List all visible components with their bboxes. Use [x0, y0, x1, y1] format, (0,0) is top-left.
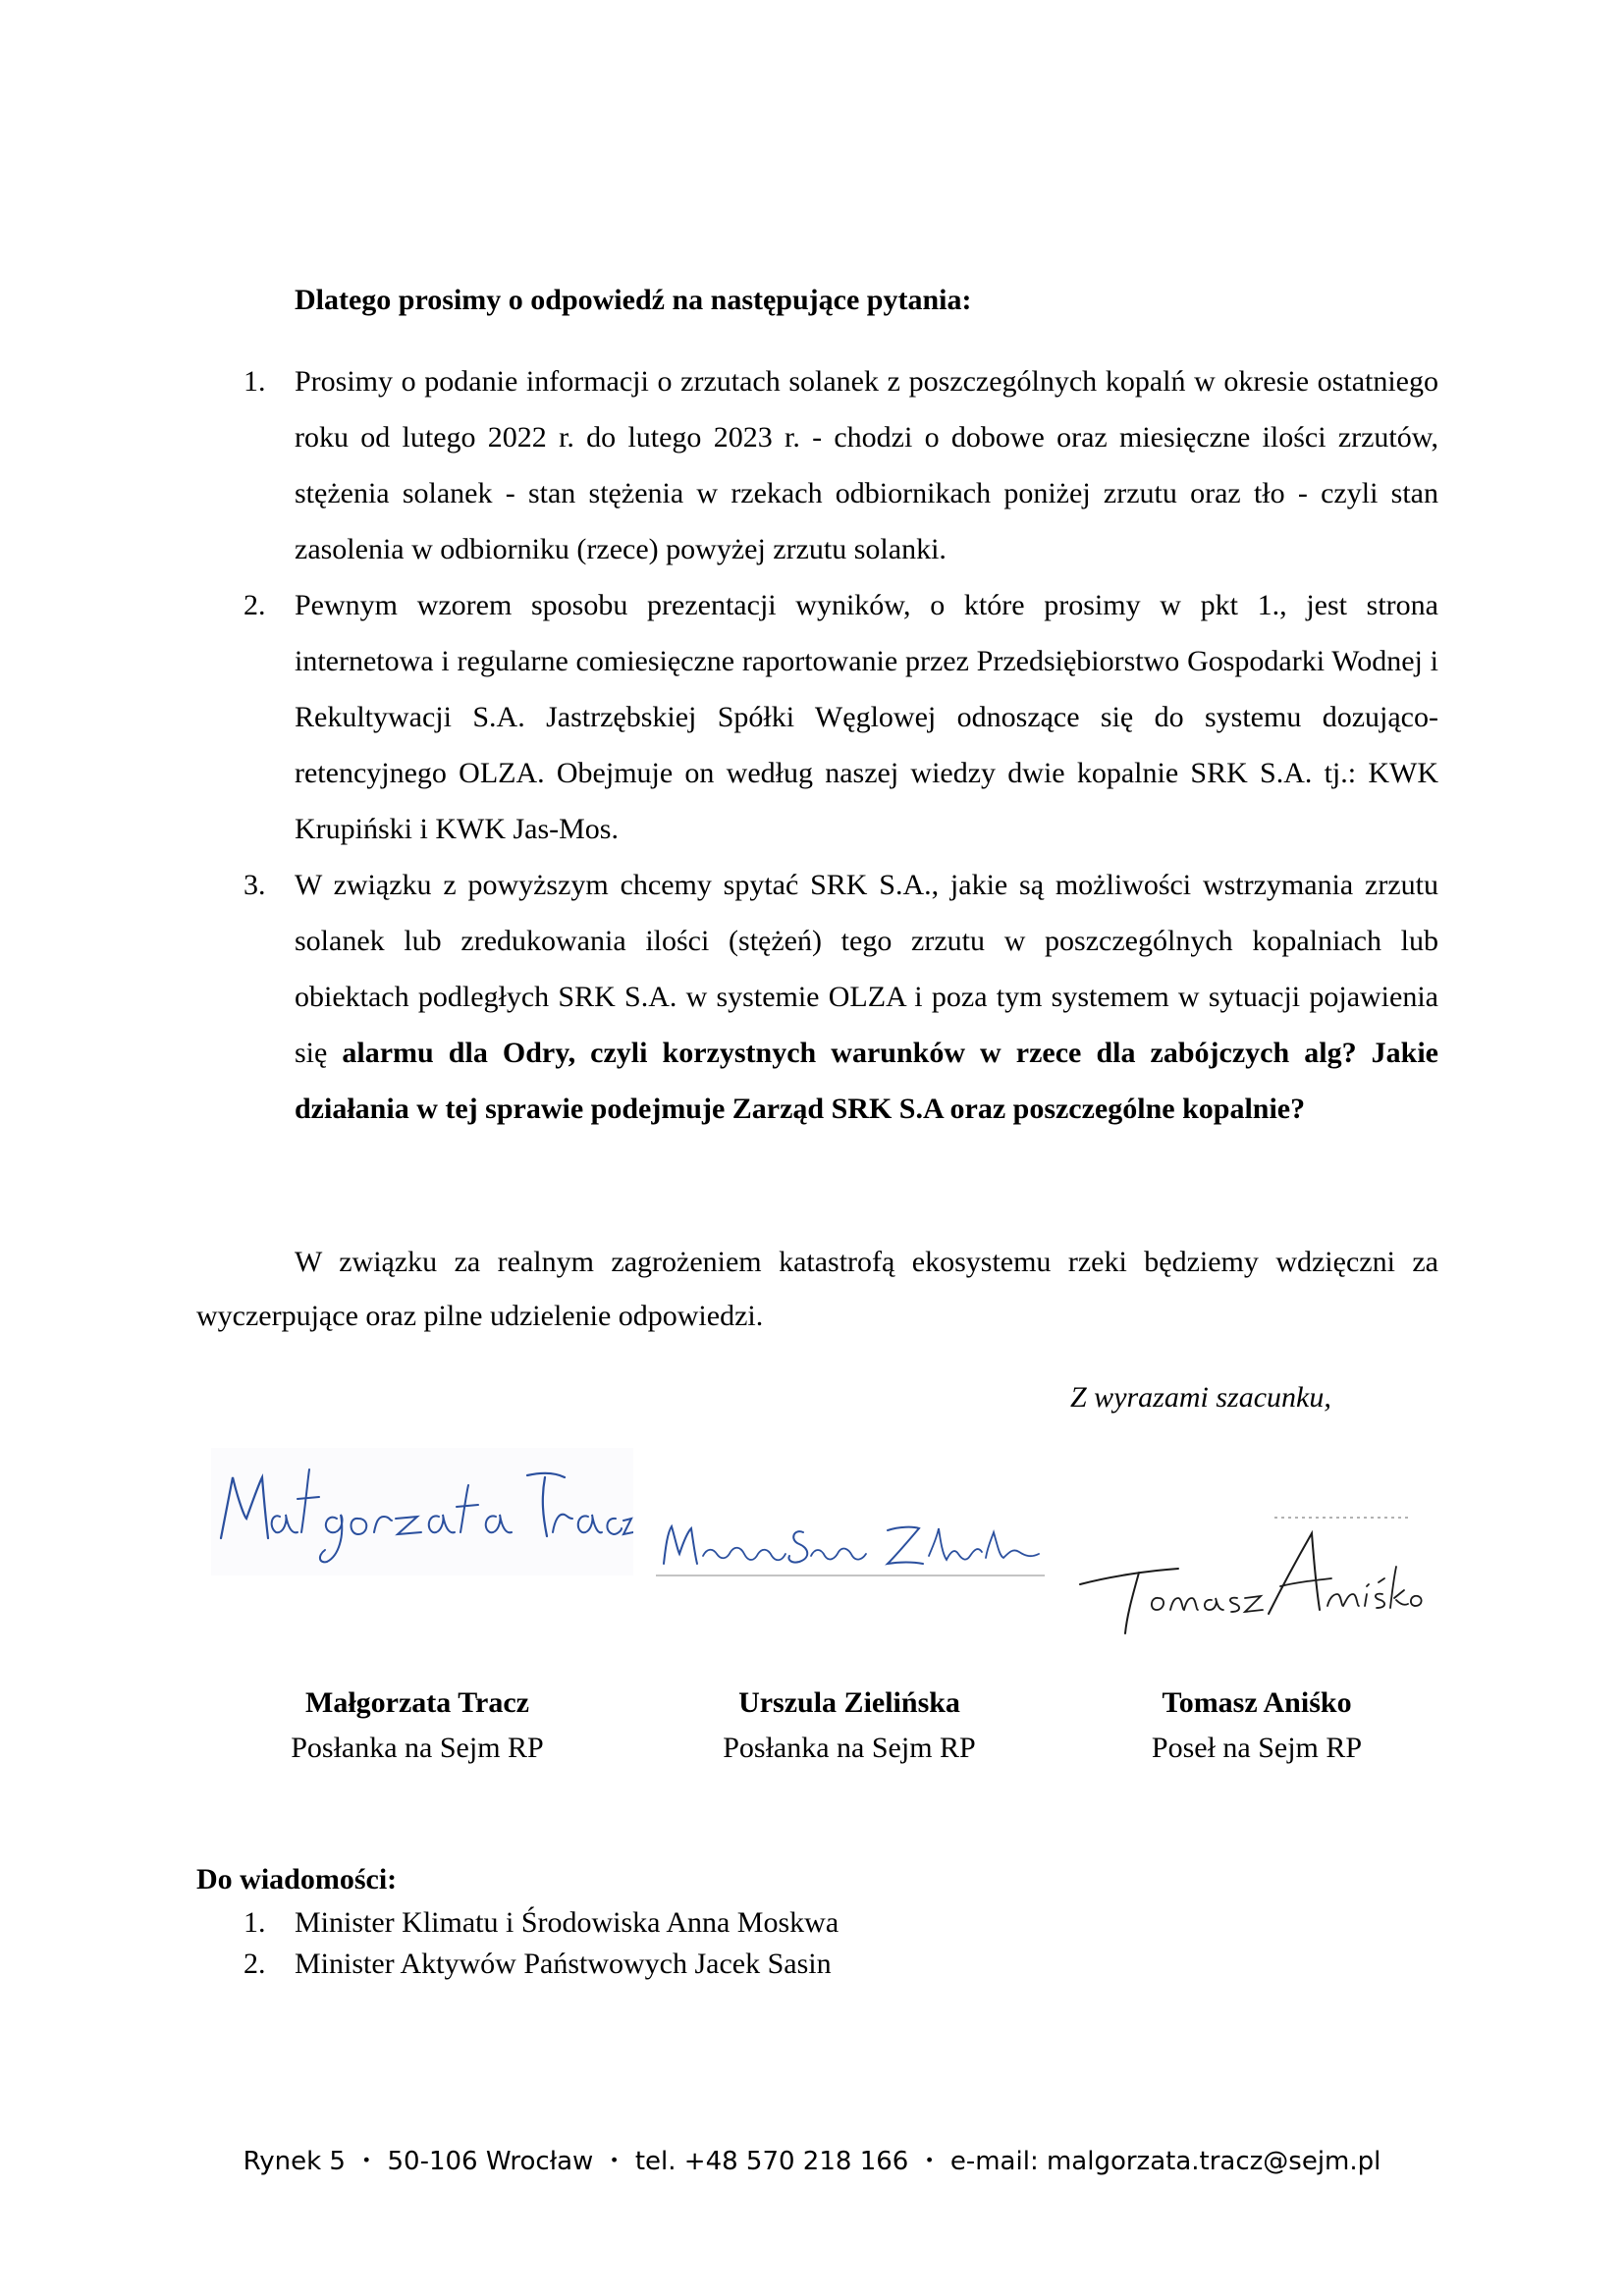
question-text: Prosimy o podanie informacji o zrzutach solanek z poszczególnych kopalń w okresie ostatniego roku od lutego 2022 r. do lutego 2023 r. - chodzi o dobowe oraz miesięczne ilości zrzutów, stężenia solanek - stan stężenia w rzekach odbiornikach poniżej zrzutu oraz tło - czyli stan zasolenia w odbiorniku (rzece) powyżej zrzutu solanki. [295, 365, 1438, 565]
signer-name: Tomasz Aniśko [1162, 1686, 1352, 1719]
questions-lead: Dlatego prosimy o odpowiedź na następujące pytania: [295, 284, 972, 316]
page-footer: Rynek 5 ・ 50-106 Wrocław ・ tel. +48 570 218 166 ・ e-mail: malgorzata.tracz@sejm.pl [243, 2147, 1381, 2176]
question-item-3 [196, 857, 1438, 1137]
signature-image-tracz [211, 1448, 633, 1575]
cc-number: 1. [244, 1906, 266, 1939]
signer-block-3 [1051, 1681, 1463, 1771]
cc-text: Minister Klimatu i Środowiska Anna Moskwa [295, 1906, 839, 1939]
cc-text: Minister Aktywów Państwowych Jacek Sasin [295, 1948, 832, 1980]
signature-svg [656, 1507, 1049, 1585]
signer-block-1 [211, 1681, 623, 1771]
cc-item-1 [196, 1902, 839, 1944]
signer-role: Posłanka na Sejm RP [291, 1732, 544, 1764]
signer-role: Poseł na Sejm RP [1151, 1732, 1363, 1764]
signature-svg [1070, 1512, 1424, 1649]
signer-name: Małgorzata Tracz [305, 1686, 529, 1719]
closing-paragraph: W związku za realnym zagrożeniem katastrofą ekosystemu rzeki będziemy wdzięczni za wyczerpujące oraz pilne udzielenie odpowiedzi. [196, 1246, 1438, 1332]
question-text-plain: W związku z powyższym chcemy spytać SRK S.A., jakie są możliwości wstrzymania zrzutu solanek lub zredukowania ilości (stężeń) tego zrzutu w poszczególnych kopalniach lub obiektach podległych SRK S.A. w systemie OLZA i poza tym systemem w sytuacji pojawienia się [295, 869, 1438, 1069]
signature-image-anisko [1070, 1512, 1424, 1649]
signature-image-zielinska [656, 1507, 1049, 1585]
regards-line: Z wyrazami szacunku, [1070, 1381, 1331, 1414]
signer-role: Posłanka na Sejm RP [723, 1732, 976, 1764]
questions-list [196, 353, 1438, 1137]
question-number: 2. [244, 589, 266, 621]
signature-svg [211, 1448, 633, 1575]
question-item-1 [196, 353, 1438, 577]
cc-list [196, 1902, 839, 1985]
question-text-bold: alarmu dla Odry, czyli korzystnych warunków w rzece dla zabójczych alg? Jakie działania w tej sprawie podejmuje Zarząd SRK S.A oraz poszczególne kopalnie? [295, 1037, 1438, 1125]
signer-name: Urszula Zielińska [738, 1686, 960, 1719]
cc-item-2 [196, 1944, 839, 1985]
question-text: Pewnym wzorem sposobu prezentacji wyników, o które prosimy w pkt 1., jest strona internetowa i regularne comiesięczne raportowanie przez Przedsiębiorstwo Gospodarki Wodnej i Rekultywacji S.A. Jastrzębskiej Spółki Węglowej odnoszące się do systemu dozująco-retencyjnego OLZA. Obejmuje on według naszej wiedzy dwie kopalnie SRK S.A. tj.: KWK Krupiński i KWK Jas-Mos. [295, 589, 1438, 845]
question-number: 3. [244, 869, 266, 901]
question-item-2 [196, 577, 1438, 857]
cc-heading: Do wiadomości: [196, 1863, 398, 1896]
signer-block-2 [643, 1681, 1056, 1771]
question-text [295, 869, 1438, 1125]
cc-number: 2. [244, 1948, 266, 1980]
question-number: 1. [244, 365, 266, 398]
